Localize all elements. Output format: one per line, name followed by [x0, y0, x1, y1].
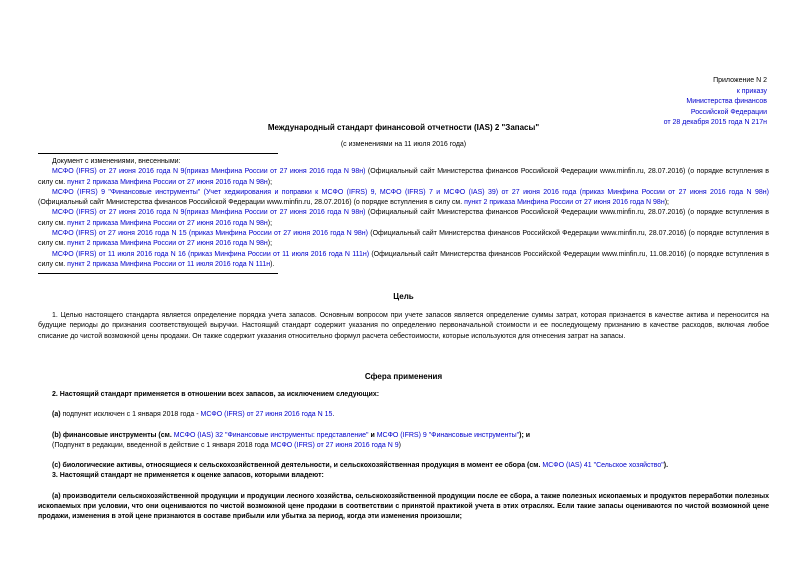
appendix-order-link[interactable]: к приказу [736, 87, 767, 95]
change-link[interactable]: МСФО (IFRS) от 11 июля 2016 года N 16 [52, 250, 186, 258]
change-effective-link[interactable]: пункт 2 приказа Минфина России от 27 июня 2016 года N 98н [464, 199, 665, 207]
appendix-ministry-link[interactable]: Министерства финансов [686, 98, 767, 105]
ifrs9-link[interactable]: МСФО (IFRS) 9 "Финансовые инструменты" [376, 431, 520, 439]
bottom-divider [38, 273, 278, 274]
change-item: МСФО (IFRS) от 11 июля 2016 года N 16 (приказ Минфина России от 11 июля 2016 года N 111н) (Официальный сайт Министерства финансов Российской Федерации www.minfin.ru, 11.08.2016) (о порядке вступления в силу см. пункт 2 приказа Минфина России от 11 июля 2016 года N 111н). [38, 250, 769, 268]
item-b-note-link[interactable]: МСФО (IFRS) от 27 июня 2016 года N 9 [270, 441, 399, 449]
change-link[interactable]: МСФО (IFRS) от 27 июня 2016 года N 9 [52, 209, 185, 217]
section-heading-scope: Сфера применения [364, 372, 443, 381]
change-effective-link[interactable]: пункт 2 приказа Минфина России от 11 июля 2016 года N 111н [67, 260, 271, 268]
change-link[interactable]: МСФО (IFRS) от 27 июня 2016 года N 15 [52, 230, 187, 238]
paragraph-3: 3. Настоящий стандарт не применяется к оценке запасов, которыми владеют: [52, 472, 324, 480]
paragraph-2: 2. Настоящий стандарт применяется в отношении всех запасов, за исключением следующих: [52, 391, 380, 398]
ias32-link[interactable]: МСФО (IAS) 32 "Финансовые инструменты: представление" [173, 431, 369, 439]
change-order-link[interactable]: (приказ Минфина России от 27 июня 2016 года N 98н) [184, 209, 366, 217]
change-item: МСФО (IFRS) 9 "Финансовые инструменты" (Учет хеджирования и поправки к МСФО (IFRS) 9, МСФО (IFRS) 7 и МСФО (IAS) 39) от 27 июня 2016 года (приказ Минфина России от 27 июня 2016 года N 98н) (Официальный сайт Министерства финансов Российской Федерации www.minfin.ru, 28.07.2016) (о порядке вступления в силу см. пункт 2 приказа Минфина России от 27 июня 2016 года N 98н); [38, 188, 769, 207]
document-subtitle: (с изменениями на 11 июля 2016 года) [340, 141, 467, 148]
change-order-link[interactable]: (приказ Минфина России от 27 июня 2016 года N 98н) [576, 188, 769, 196]
change-effective-link[interactable]: пункт 2 приказа Минфина России от 27 июня 2016 года N 98н [67, 240, 268, 248]
item-b-note: (Подпункт в редакции, введенной в действие с 1 января 2018 года МСФО (IFRS) от 27 июня 2016 года N 9) [52, 441, 401, 449]
appendix-header [664, 76, 767, 129]
appendix-number: Приложение N 2 [713, 77, 767, 84]
paragraph-1: 1. Целью настоящего стандарта является определение порядка учета запасов. Основным вопросом при учете запасов является определение суммы затрат, которая признается в качестве актива и переносится на будущие периоды до признания соответствующей выручки. Настоящий стандарт содержит указания по определению первоначальной стоимости и ее последующему признанию в качестве расходов, включая любое списание до чистой возможной цены продажи. Он также содержит указания относительно формул расчета себестоимости, которые используются для отнесения затрат на запасы. [38, 312, 769, 340]
item-c: (c) биологические активы, относящиеся к сельскохозяйственной деятельности, и сельскохозяйственная продукция в момент ее сбора (см. МСФО (IAS) 41 "Сельское хозяйство"). [52, 462, 669, 470]
change-item: МСФО (IFRS) от 27 июня 2016 года N 9(приказ Минфина России от 27 июня 2016 года N 98н) (Официальный сайт Министерства финансов Российской Федерации www.minfin.ru, 28.07.2016) (о порядке вступления в силу см. пункт 2 приказа Минфина России от 27 июня 2016 года N 98н); [38, 209, 769, 227]
change-order-link[interactable]: (приказ Минфина России от 27 июня 2016 года N 98н) [186, 230, 368, 238]
change-effective-link[interactable]: пункт 2 приказа Минфина России от 27 июня 2016 года N 98н [67, 219, 268, 227]
change-link[interactable]: МСФО (IFRS) от 27 июня 2016 года N 9 [52, 168, 185, 176]
appendix-date-link[interactable]: от 28 декабря 2015 года N 217н [663, 119, 767, 126]
paragraph-3a: (a) производители сельскохозяйственной продукции и продукции лесного хозяйства, сельскохозяйственной продукции после ее сбора, а также полезных ископаемых и продуктов переработки полезных ископаемых при условии, что они оцениваются по чистой возможной цене продажи в соответствии с принятой практикой учета в этих отраслях. Если такие запасы оцениваются по чистой возможной цене продажи, изменения в этой цене признаются в составе прибыли или убытка за период, когда эти изменения произошли; [38, 492, 769, 521]
change-effective-link[interactable]: пункт 2 приказа Минфина России от 27 июня 2016 года N 98н [67, 178, 268, 186]
item-a-link[interactable]: МСФО (IFRS) от 27 июня 2016 года N 15 [200, 411, 333, 419]
scope-block [38, 390, 769, 523]
document-title: Международный стандарт финансовой отчетности (IAS) 2 "Запасы" [267, 123, 540, 132]
changes-block [38, 153, 769, 274]
section-heading-goal: Цель [393, 292, 414, 301]
changes-intro: Документ с изменениями, внесенными: [52, 158, 181, 165]
item-a: (a) подпункт исключен с 1 января 2018 года - МСФО (IFRS) от 27 июня 2016 года N 15. [52, 411, 335, 419]
change-order-link[interactable]: (приказ Минфина России от 27 июня 2016 года N 98н) [184, 168, 366, 176]
change-order-link[interactable]: (приказ Минфина России от 11 июля 2016 года N 111н) [185, 250, 370, 258]
change-item: МСФО (IFRS) от 27 июня 2016 года N 15 (приказ Минфина России от 27 июня 2016 года N 98н) (Официальный сайт Министерства финансов Российской Федерации www.minfin.ru, 28.07.2016) (о порядке вступления в силу см. пункт 2 приказа Минфина России от 27 июня 2016 года N 98н); [38, 230, 769, 248]
item-b: (b) финансовые инструменты (см. МСФО (IAS) 32 "Финансовые инструменты: представление" и МСФО (IFRS) 9 "Финансовые инструменты"); и [52, 431, 531, 439]
change-item: МСФО (IFRS) от 27 июня 2016 года N 9(приказ Минфина России от 27 июня 2016 года N 98н) (Официальный сайт Министерства финансов Российской Федерации www.minfin.ru, 28.07.2016) (о порядке вступления в силу см. пункт 2 приказа Минфина России от 27 июня 2016 года N 98н); [38, 168, 769, 186]
ias41-link[interactable]: МСФО (IAS) 41 "Сельское хозяйство" [542, 462, 664, 470]
change-link[interactable]: МСФО (IFRS) 9 "Финансовые инструменты" (Учет хеджирования и поправки к МСФО (IFRS) 9, МСФО (IFRS) 7 и МСФО (IAS) 39) от 27 июня 2016 года [52, 188, 577, 196]
appendix-country-link[interactable]: Российской Федерации [690, 108, 767, 116]
